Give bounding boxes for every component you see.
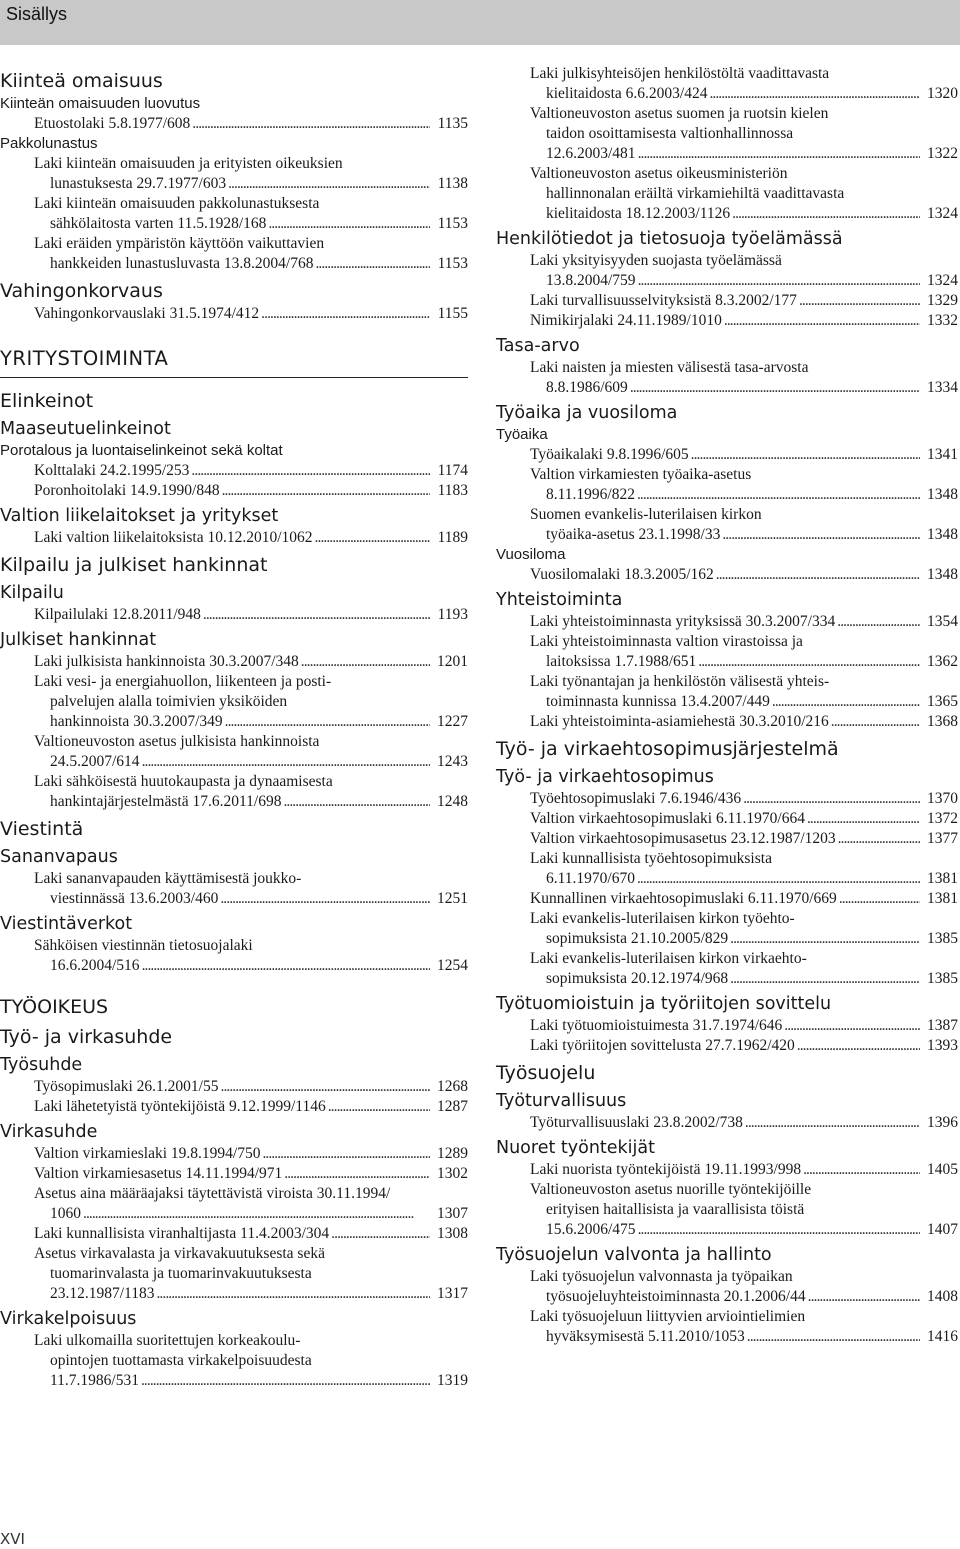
page-ref: 1396 (927, 1114, 958, 1131)
toc-entry[interactable] (496, 311, 958, 331)
dot-leader (689, 445, 920, 465)
dot-leader (282, 1164, 430, 1184)
dot-leader (801, 1160, 920, 1180)
dot-leader (743, 1113, 920, 1133)
toc-entry[interactable] (496, 1113, 958, 1133)
toc-entry[interactable] (496, 1036, 958, 1056)
page-ref: 1201 (437, 653, 468, 670)
toc-entry[interactable] (0, 1244, 468, 1304)
dot-leader (223, 712, 430, 732)
section-heading-h2: Yhteistoiminta (496, 590, 623, 610)
toc-entry[interactable] (496, 64, 958, 104)
page-ref: 1362 (927, 653, 958, 670)
page-ref: 1405 (927, 1161, 958, 1178)
section-heading-h2: Valtion liikelaitokset ja yritykset (0, 506, 279, 526)
page-ref: 1287 (437, 1098, 468, 1115)
dot-leader (720, 525, 920, 545)
dot-leader (730, 204, 920, 224)
toc-entry-text: Etuostolaki 5.8.1977/608 (34, 115, 191, 132)
toc-entry[interactable] (496, 672, 958, 712)
toc-entry-text: Valtioneuvoston asetus julkisista hankinnoista (34, 733, 320, 750)
toc-entry[interactable] (496, 1016, 958, 1036)
page-ref: 1308 (437, 1225, 468, 1242)
dot-leader (326, 1097, 430, 1117)
toc-entry-text: Laki kunnallisista työehtosopimuksista (530, 850, 772, 867)
toc-entry[interactable] (0, 652, 468, 672)
section-heading-h3: Vuosiloma (496, 546, 566, 563)
toc-entry-text: Kunnallinen virkaehtosopimuslaki 6.11.1970/669 (530, 890, 837, 907)
toc-entry[interactable] (496, 164, 958, 224)
toc-entry-text: Laki sananvapauden käyttämisestä joukko- (34, 870, 302, 887)
toc-entry[interactable] (0, 1097, 468, 1117)
toc-entry[interactable] (496, 1267, 958, 1307)
page-ref: 1324 (927, 272, 958, 289)
section-heading-h2: Työtuomioistuin ja työriitojen sovittelu (496, 994, 832, 1014)
toc-entry-text: 8.8.1986/609 (546, 379, 628, 396)
dot-leader (190, 114, 430, 134)
page-ref: 1302 (437, 1165, 468, 1182)
toc-entry-text: Laki vesi- ja energiahuollon, liikenteen ja posti- (34, 673, 332, 690)
page-ref: 1324 (927, 205, 958, 222)
toc-entry[interactable] (0, 1164, 468, 1184)
dot-leader (795, 1036, 920, 1056)
dot-leader (220, 481, 430, 501)
page-ref: 1393 (927, 1037, 958, 1054)
section-heading-h1: Kilpailu ja julkiset hankinnat (0, 554, 268, 576)
dot-leader (139, 1371, 430, 1391)
section-heading-h2: Kilpailu (0, 583, 64, 603)
dot-leader (797, 291, 920, 311)
toc-entry-text: Laki sähköisestä huutokaupasta ja dynaamisesta (34, 773, 333, 790)
page-ref: 1354 (927, 613, 958, 630)
page-number: XVI (0, 1530, 25, 1548)
toc-entry-text: Valtioneuvoston asetus nuorille työntekijöille (530, 1181, 812, 1198)
dot-leader (189, 461, 430, 481)
toc-entry-text: hankkeiden lunastusluvasta 13.8.2004/768 (50, 255, 314, 272)
toc-entry-text: Laki yksityisyyden suojasta työelämässä (530, 252, 782, 269)
page-ref: 1348 (927, 566, 958, 583)
page-ref: 1372 (927, 810, 958, 827)
section-heading-h2: Henkilötiedot ja tietosuoja työelämässä (496, 229, 843, 249)
toc-entry-text: hallinnonalan eräiltä virkamiehiltä vaadittavasta (546, 185, 845, 202)
toc-entry[interactable] (496, 829, 958, 849)
dot-leader (281, 792, 430, 812)
dot-leader (728, 929, 920, 949)
dot-leader (260, 1144, 430, 1164)
page-ref: 1153 (437, 215, 468, 232)
dot-leader (218, 889, 430, 909)
toc-entry-text: hankinnoista 30.3.2007/349 (50, 713, 223, 730)
dot-leader (140, 956, 430, 976)
section-heading-h3: Pakkolunastus (0, 135, 98, 152)
toc-entry-text: Kolttalaki 24.2.1995/253 (34, 462, 190, 479)
section-heading-h1: Elinkeinot (0, 390, 94, 412)
page-ref: 1289 (437, 1145, 468, 1162)
toc-entry-text: 13.8.2004/759 (546, 272, 636, 289)
toc-entry-text: Työturvallisuuslaki 23.8.2002/738 (530, 1114, 743, 1131)
toc-right-column (496, 64, 958, 1347)
page-ref: 1329 (927, 292, 958, 309)
toc-entry-text: 11.7.1986/531 (50, 1372, 139, 1389)
dot-leader (741, 789, 920, 809)
page-ref: 1189 (437, 529, 468, 546)
page-ref: 1319 (437, 1372, 468, 1389)
page-ref: 1370 (927, 790, 958, 807)
toc-entry[interactable] (496, 1160, 958, 1180)
toc-entry-text: Valtion virkamiesten työaika-asetus (530, 466, 752, 483)
dot-leader (806, 1287, 920, 1307)
toc-entry-text: Laki ulkomailla suoritettujen korkeakoulu- (34, 1332, 301, 1349)
page-ref: 1243 (437, 753, 468, 770)
page-ref: 1381 (927, 890, 958, 907)
section-heading-h2: Sananvapaus (0, 847, 118, 867)
toc-entry-text: laitoksissa 1.7.1988/651 (546, 653, 697, 670)
toc-entry[interactable] (0, 194, 468, 234)
toc-entry-text: 6.11.1970/670 (546, 870, 635, 887)
toc-entry[interactable] (496, 949, 958, 989)
spacer (0, 324, 468, 338)
section-heading-h2: Työ- ja virkaehtosopimus (496, 767, 714, 787)
section-heading-h1: TYÖOIKEUS (0, 996, 109, 1018)
toc-entry-text: Laki evankelis-luterilaisen kirkon työehto- (530, 910, 795, 927)
dot-leader (770, 692, 920, 712)
toc-entry[interactable] (496, 565, 958, 585)
page-ref: 1135 (437, 115, 468, 132)
section-heading-h1: Työ- ja virkasuhde (0, 1026, 173, 1048)
toc-entry-text: toiminnasta kunnissa 13.4.2007/449 (546, 693, 770, 710)
page-ref: 1320 (927, 85, 958, 102)
toc-entry-text: 23.12.1987/1183 (50, 1285, 155, 1302)
toc-entry-text: työsuojeluyhteistoiminnasta 20.1.2006/44 (546, 1288, 806, 1305)
toc-entry[interactable] (0, 732, 468, 772)
page-ref: 1193 (437, 606, 468, 623)
toc-entry[interactable] (0, 154, 468, 194)
toc-entry-text: 8.11.1996/822 (546, 486, 635, 503)
toc-entry-text: 24.5.2007/614 (50, 753, 140, 770)
page-ref: 1407 (927, 1221, 958, 1238)
toc-entry-text: työaika-asetus 23.1.1998/33 (546, 526, 721, 543)
page-ref: 1381 (927, 870, 958, 887)
major-heading: YRITYSTOIMINTA (0, 344, 468, 378)
toc-left-column (0, 64, 468, 1391)
toc-entry-text: Laki nuorista työntekijöistä 19.11.1993/998 (530, 1161, 802, 1178)
toc-entry[interactable] (0, 1224, 468, 1244)
dot-leader (805, 809, 920, 829)
page-ref: 1385 (927, 930, 958, 947)
toc-entry-text: sopimuksista 21.10.2005/829 (546, 930, 729, 947)
header-bar (0, 0, 960, 45)
page-ref: 1227 (437, 713, 468, 730)
toc-entry-text: 16.6.2004/516 (50, 957, 140, 974)
section-heading-h2: Julkiset hankinnat (0, 630, 157, 650)
dot-leader (140, 752, 430, 772)
page-ref: 1365 (927, 693, 958, 710)
toc-entry-text: sopimuksista 20.12.1974/968 (546, 970, 729, 987)
toc-entry[interactable] (0, 772, 468, 812)
section-heading-h1: Kiinteä omaisuus (0, 70, 163, 92)
toc-entry-text: viestinnässä 13.6.2003/460 (50, 890, 219, 907)
toc-entry[interactable] (496, 849, 958, 889)
dot-leader (259, 304, 430, 324)
page-ref: 1268 (437, 1078, 468, 1095)
dot-leader (81, 1204, 430, 1224)
dot-leader (829, 712, 920, 732)
toc-entry[interactable] (0, 869, 468, 909)
toc-entry-text: Asetus virkavalasta ja virkavakuutuksesta sekä (34, 1245, 325, 1262)
page-ref: 1251 (437, 890, 468, 907)
dot-leader (714, 565, 920, 585)
toc-entry-text: Suomen evankelis-luterilaisen kirkon (530, 506, 762, 523)
page-ref: 1387 (927, 1017, 958, 1034)
page-ref: 1348 (927, 526, 958, 543)
toc-entry-text: Nimikirjalaki 24.11.1989/1010 (530, 312, 722, 329)
toc-entry[interactable] (0, 672, 468, 732)
toc-entry[interactable] (0, 461, 468, 481)
toc-entry[interactable] (496, 505, 958, 545)
dot-leader (635, 485, 920, 505)
page-ref: 1138 (437, 175, 468, 192)
page-ref: 1368 (927, 713, 958, 730)
toc-entry-text: Vahingonkorvauslaki 31.5.1974/412 (34, 305, 260, 322)
page-ref: 1317 (437, 1285, 468, 1302)
page-ref: 1183 (437, 482, 468, 499)
dot-leader (154, 1284, 430, 1304)
section-heading-h2: Työsuojelun valvonta ja hallinto (496, 1245, 772, 1265)
dot-leader (329, 1224, 430, 1244)
toc-entry-text: 15.6.2006/475 (546, 1221, 636, 1238)
toc-entry[interactable] (0, 936, 468, 976)
page-ref: 1334 (927, 379, 958, 396)
section-heading-h1: Vahingonkorvaus (0, 280, 163, 302)
page-ref: 1155 (437, 305, 468, 322)
toc-entry[interactable] (496, 789, 958, 809)
page-ref: 1153 (437, 255, 468, 272)
dot-leader (836, 829, 920, 849)
toc-entry-text: Laki turvallisuusselvityksistä 8.3.2002/177 (530, 292, 797, 309)
dot-leader (782, 1016, 920, 1036)
page-ref: 1416 (927, 1328, 958, 1345)
section-heading-h2: Työturvallisuus (496, 1091, 627, 1111)
page-ref: 1322 (927, 145, 958, 162)
toc-entry[interactable] (496, 909, 958, 949)
toc-entry-text: kielitaidosta 6.6.2003/424 (546, 85, 708, 102)
page-ref: 1307 (437, 1205, 468, 1222)
page-ref: 1385 (927, 970, 958, 987)
toc-entry-text: Laki eräiden ympäristön käyttöön vaikuttavien (34, 235, 325, 252)
section-heading-h2: Virkasuhde (0, 1122, 98, 1142)
section-heading-h2: Maaseutuelinkeinot (0, 419, 171, 439)
toc-entry-text: 12.6.2003/481 (546, 145, 636, 162)
toc-entry-text: hankintajärjestelmästä 17.6.2011/698 (50, 793, 282, 810)
page-ref: 1332 (927, 312, 958, 329)
toc-entry-text: Työehtosopimuslaki 7.6.1946/436 (530, 790, 742, 807)
dot-leader (299, 652, 430, 672)
toc-entry-text: erityisen haitallisista ja vaarallisista töistä (546, 1201, 805, 1218)
toc-entry-text: Valtion virkamieslaki 19.8.1994/750 (34, 1145, 261, 1162)
toc-entry-text: Laki valtion liikelaitoksista 10.12.2010/1062 (34, 529, 313, 546)
toc-entry[interactable] (0, 114, 468, 134)
toc-entry-text: kielitaidosta 18.12.2003/1126 (546, 205, 731, 222)
dot-leader (628, 378, 920, 398)
toc-entry-text: Valtion virkaehtosopimuslaki 6.11.1970/664 (530, 810, 805, 827)
toc-entry[interactable] (496, 612, 958, 632)
toc-entry-text: palvelujen alalla toimivien yksiköiden (50, 693, 288, 710)
toc-entry-text: Laki työnantajan ja henkilöstön välisestä yhteis- (530, 673, 830, 690)
section-heading-h2: Nuoret työntekijät (496, 1138, 655, 1158)
toc-entry-text: Laki työriitojen sovittelusta 27.7.1962/420 (530, 1037, 795, 1054)
toc-entry[interactable] (496, 1180, 958, 1240)
toc-entry-text: Kilpailulaki 12.8.2011/948 (34, 606, 201, 623)
dot-leader (313, 528, 430, 548)
section-heading-h1: Työsuojelu (496, 1062, 596, 1084)
toc-entry-text: lunastuksesta 29.7.1977/603 (50, 175, 227, 192)
toc-entry-text: taidon osoittamisesta valtionhallinnossa (546, 125, 794, 142)
toc-entry-text: Valtion virkaehtosopimusasetus 23.12.1987/1203 (530, 830, 836, 847)
toc-entry-text: Työaikalaki 9.8.1996/605 (530, 446, 689, 463)
section-heading-h2: Virkakelpoisuus (0, 1309, 137, 1329)
dot-leader (707, 84, 920, 104)
toc-entry[interactable] (496, 104, 958, 164)
toc-entry[interactable] (0, 1331, 468, 1391)
toc-entry[interactable] (496, 712, 958, 732)
section-heading-h3: Työaika (496, 426, 548, 443)
toc-entry-text: Asetus aina määräajaksi täytettävistä viroista 30.11.1994/ (34, 1185, 391, 1202)
toc-entry-text: Laki julkisyhteisöjen henkilöstöltä vaadittavasta (530, 65, 830, 82)
spacer (0, 976, 468, 990)
page-ref: 1377 (927, 830, 958, 847)
toc-entry-text: Laki kunnallisista viranhaltijasta 11.4.2003/304 (34, 1225, 330, 1242)
toc-entry-text: Laki kiinteän omaisuuden ja erityisten oikeuksien (34, 155, 343, 172)
toc-entry-text: Laki yhteistoiminta-asiamiehestä 30.3.2010/216 (530, 713, 829, 730)
page-title: Sisällys (6, 4, 68, 24)
page-ref: 1348 (927, 486, 958, 503)
section-heading-h1: Viestintä (0, 818, 84, 840)
toc-entry-text: Sähköisen viestinnän tietosuojalaki (34, 937, 253, 954)
toc-entry-text: Poronhoitolaki 14.9.1990/848 (34, 482, 220, 499)
toc-entry-text: Laki työtuomioistuimesta 31.7.1974/646 (530, 1017, 783, 1034)
toc-entry-text: Laki kiinteän omaisuuden pakkolunastuksesta (34, 195, 320, 212)
section-heading-h2: Tasa-arvo (496, 336, 580, 356)
section-heading-h1: Työ- ja virkaehtosopimusjärjestelmä (496, 738, 839, 760)
toc-entry[interactable] (0, 1144, 468, 1164)
dot-leader (636, 1220, 920, 1240)
toc-entry-text: Valtioneuvoston asetus oikeusministeriön (530, 165, 788, 182)
dot-leader (636, 271, 920, 291)
dot-leader (636, 144, 920, 164)
toc-entry-text: opintojen tuottamasta virkakelpoisuudesta (50, 1352, 312, 1369)
toc-entry[interactable] (496, 465, 958, 505)
page-ref: 1341 (927, 446, 958, 463)
dot-leader (745, 1327, 920, 1347)
toc-entry[interactable] (0, 304, 468, 324)
section-heading-h2: Työsuhde (0, 1055, 83, 1075)
toc-entry-text: Työsopimuslaki 26.1.2001/55 (34, 1078, 219, 1095)
dot-leader (226, 174, 430, 194)
toc-entry[interactable] (496, 291, 958, 311)
dot-leader (696, 652, 920, 672)
dot-leader (635, 869, 920, 889)
toc-entry[interactable] (0, 1184, 468, 1224)
dot-leader (837, 889, 920, 909)
toc-entry-text: Laki naisten ja miesten välisestä tasa-arvosta (530, 359, 809, 376)
dot-leader (219, 1077, 431, 1097)
toc-entry-text: Laki lähetetyistä työntekijöistä 9.12.1999/1146 (34, 1098, 326, 1115)
toc-entry-text: Laki työsuojelun valvonnasta ja työpaikan (530, 1268, 793, 1285)
toc-entry-text: Valtioneuvoston asetus suomen ja ruotsin kielen (530, 105, 829, 122)
toc-entry[interactable] (0, 1077, 468, 1097)
dot-leader (201, 605, 430, 625)
toc-entry[interactable] (496, 445, 958, 465)
toc-entry-text: Laki yhteistoiminnasta yrityksissä 30.3.2007/334 (530, 613, 836, 630)
toc-entry-text: Laki yhteistoiminnasta valtion virastoissa ja (530, 633, 803, 650)
toc-entry[interactable] (0, 528, 468, 548)
toc-entry-text: hyväksymisestä 5.11.2010/1053 (546, 1328, 745, 1345)
page-ref: 1254 (437, 957, 468, 974)
toc-entry[interactable] (496, 632, 958, 672)
dot-leader (728, 969, 920, 989)
toc-entry[interactable] (496, 809, 958, 829)
dot-leader (313, 254, 430, 274)
toc-entry[interactable] (496, 358, 958, 398)
dot-leader (722, 311, 920, 331)
section-heading-h2: Työaika ja vuosiloma (496, 403, 678, 423)
page-ref: 1174 (437, 462, 468, 479)
toc-entry[interactable] (496, 251, 958, 291)
toc-entry[interactable] (496, 1307, 958, 1347)
toc-entry-text: Vuosilomalaki 18.3.2005/162 (530, 566, 714, 583)
section-heading-h2: Viestintäverkot (0, 914, 133, 934)
toc-entry-text: 1060 (50, 1205, 81, 1222)
toc-entry-text: Laki evankelis-luterilaisen kirkon virkaehto- (530, 950, 807, 967)
toc-entry-text: Valtion virkamiesasetus 14.11.1994/971 (34, 1165, 283, 1182)
page-ref: 1248 (437, 793, 468, 810)
section-heading-h3: Porotalous ja luontaiselinkeinot sekä koltat (0, 442, 283, 459)
toc-entry-text: Laki julkisista hankinnoista 30.3.2007/348 (34, 653, 299, 670)
dot-leader (835, 612, 920, 632)
section-heading-h3: Kiinteän omaisuuden luovutus (0, 95, 201, 112)
toc-entry[interactable] (0, 481, 468, 501)
dot-leader (266, 214, 430, 234)
toc-entry[interactable] (0, 605, 468, 625)
toc-entry-text: Laki työsuojeluun liittyvien arviointielimien (530, 1308, 806, 1325)
page-ref: 1408 (927, 1288, 958, 1305)
toc-entry[interactable] (0, 234, 468, 274)
toc-entry[interactable] (496, 889, 958, 909)
toc-entry-text: tuomarinvalasta ja tuomarinvakuutuksesta (50, 1265, 312, 1282)
toc-entry-text: sähkölaitosta varten 11.5.1928/168 (50, 215, 267, 232)
